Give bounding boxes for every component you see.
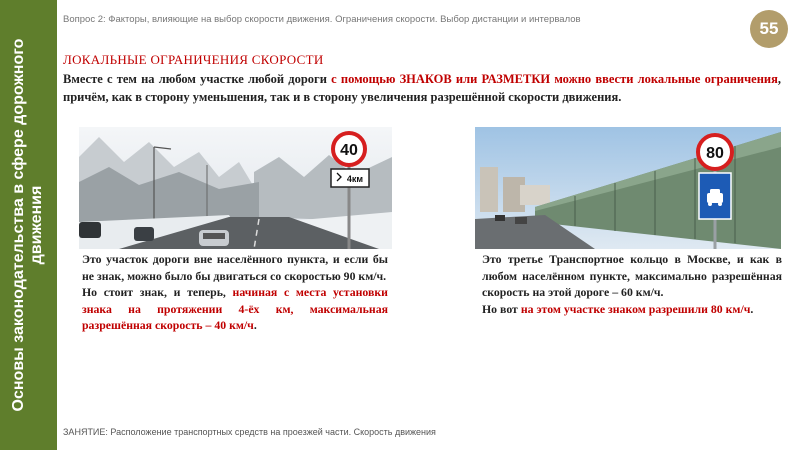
caption-left xyxy=(82,251,388,334)
question-header: Вопрос 2: Факторы, влияющие на выбор скорости движения. Ограничения скорости. Выбор дистанции и интервалов xyxy=(63,14,581,25)
sign-40-text: 40 xyxy=(340,142,358,159)
slide-number-badge: 55 xyxy=(750,10,788,48)
sign-80-text: 80 xyxy=(706,145,724,162)
caption-right-p2 xyxy=(482,301,782,318)
lesson-footer: ЗАНЯТИЕ: Расположение транспортных средств на проезжей части. Скорость движения xyxy=(63,427,436,437)
winter-road-illustration xyxy=(79,127,392,249)
sidebar-title xyxy=(10,39,46,412)
intro-paragraph xyxy=(63,70,781,106)
photo-ring-road xyxy=(475,127,781,249)
sidebar-title-line1: Основы законодательства в сфере дорожного xyxy=(10,38,27,412)
photo-winter-road xyxy=(79,127,392,249)
caption-right-p1: Это третье Транспортное кольцо в Москве, и как в любом населённом пункте, максимально разрешённая скорость на этой дороге – 60 км/ч. xyxy=(482,252,782,300)
caption-left-p2-text: Но стоит знак, и теперь, xyxy=(82,285,233,300)
caption-right-p2-text: Но вот xyxy=(482,301,521,316)
ring-road-illustration xyxy=(475,127,781,249)
sidebar-title-line2: движения xyxy=(28,185,45,265)
caption-right-p2-end: . xyxy=(750,301,754,316)
caption-left-highlight: начиная с места установки знака на протяжении 4-ёх км, максимальная разрешённая скорость – 40 км/ч xyxy=(82,285,388,333)
sidebar xyxy=(0,0,57,450)
caption-right xyxy=(482,251,782,317)
caption-left-p1: Это участок дороги вне населённого пункта, и если бы не знак, можно было бы двигаться со скоростью 90 км/ч. xyxy=(82,252,388,283)
caption-left-p2-end: . xyxy=(253,318,257,333)
intro-highlight: с помощью ЗНАКОВ или РАЗМЕТКИ можно ввести локальные ограничения xyxy=(331,72,778,86)
section-title: ЛОКАЛЬНЫЕ ОГРАНИЧЕНИЯ СКОРОСТИ xyxy=(63,52,324,67)
caption-right-highlight: на этом участке знаком разрешили 80 км/ч xyxy=(520,301,751,316)
distance-plate-text: 4км xyxy=(346,174,364,184)
intro-text-2: , причём, как в сторону уменьшения, так и в сторону увеличения разрешённой скорости движения. xyxy=(63,72,781,104)
caption-left-p2 xyxy=(82,284,388,334)
intro-text-1: Вместе с тем на любом участке любой дороги xyxy=(63,72,332,86)
